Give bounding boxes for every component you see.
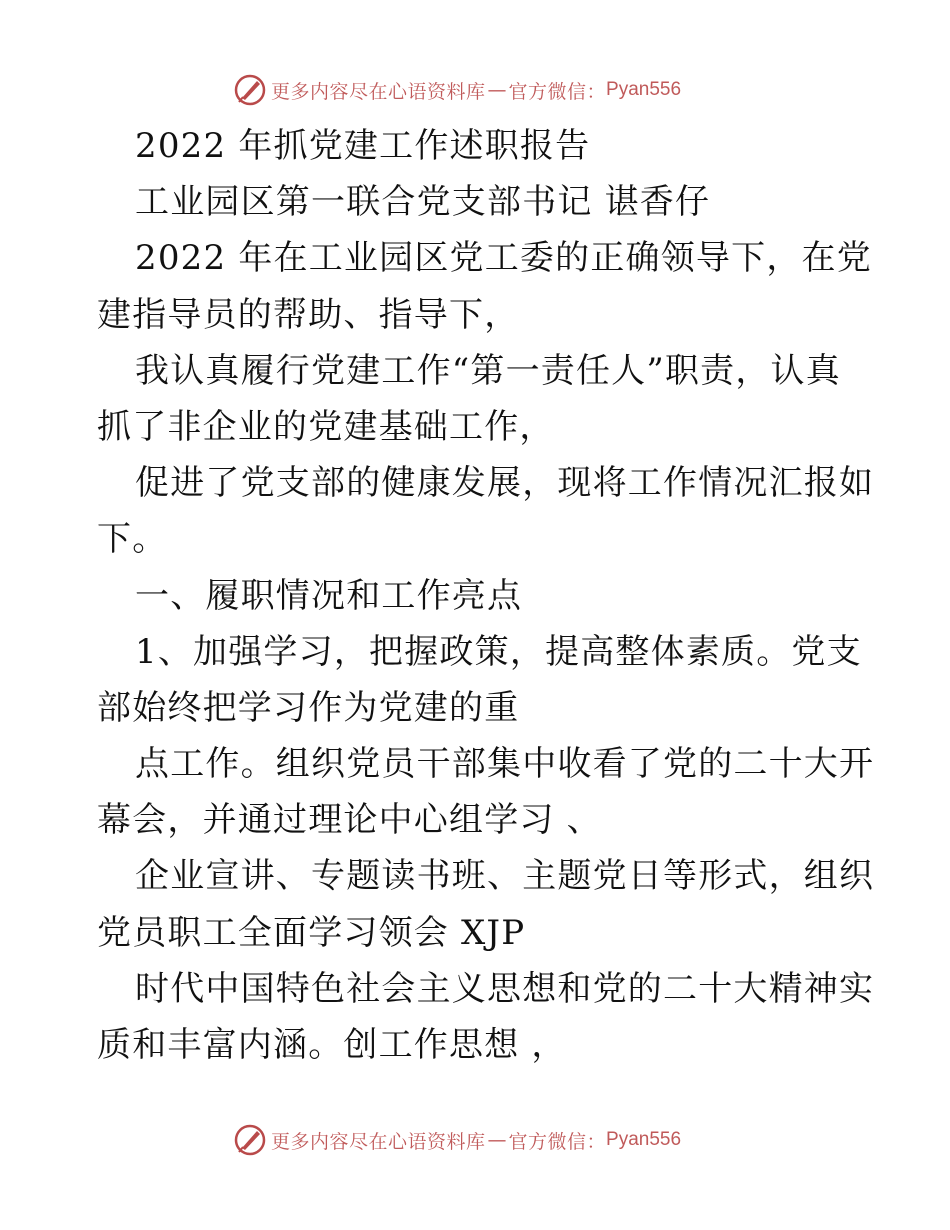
- paragraph-line: 党员职工全面学习领会 XJP: [97, 912, 526, 953]
- paragraph-line: 时代中国特色社会主义思想和党的二十大精神实: [135, 968, 875, 1009]
- paragraph-line: 建指导员的帮助、指导下，: [97, 294, 520, 335]
- paragraph-line: 质和丰富内涵。创工作思想 ，: [97, 1025, 567, 1065]
- paragraph-line: 促进了党支部的健康发展，现将工作情况汇报如: [135, 463, 875, 504]
- paragraph-line: 点工作。组织党员干部集中收看了党的二十大开: [135, 744, 875, 785]
- document-body: [97, 118, 875, 1073]
- paragraph-line: 部始终把学习作为党建的重: [97, 687, 520, 728]
- watermark-dash: —: [487, 79, 507, 101]
- quill-logo-icon: [233, 1123, 267, 1157]
- watermark-suffix: 官方微信：: [508, 80, 607, 103]
- paragraph-line: 我认真履行党建工作“第一责任人”职责，认真: [135, 350, 841, 391]
- paragraph-line: 下。: [97, 519, 168, 560]
- section-heading: 一、履职情况和工作亮点: [135, 575, 523, 616]
- watermark-dash: —: [487, 1129, 507, 1151]
- watermark-text: 更多内容尽在心语资料库: [271, 80, 486, 103]
- document-title: 2022 年抓党建工作述职报告: [135, 126, 591, 166]
- paragraph-line: 企业宣讲、专题读书班、主题党日等形式，组织: [135, 856, 875, 897]
- watermark-suffix: 官方微信：: [508, 1130, 607, 1153]
- watermark-id: Pyan556: [606, 1129, 682, 1150]
- paragraph-line: 幕会，并通过理论中心组学习 、: [97, 800, 602, 841]
- paragraph-line: 抓了非企业的党建基础工作，: [97, 406, 555, 447]
- watermark-id: Pyan556: [606, 79, 682, 100]
- watermark-footer: [233, 1122, 681, 1158]
- quill-logo-icon: [233, 73, 267, 107]
- paragraph-line: 1、加强学习，把握政策，提高整体素质。党支: [135, 631, 862, 672]
- document-author: 工业园区第一联合党支部书记 谌香仔: [135, 182, 711, 223]
- watermark-header: [233, 72, 681, 108]
- watermark-text: 更多内容尽在心语资料库: [271, 1130, 486, 1153]
- paragraph-line: 2022 年在工业园区党工委的正确领导下，在党: [135, 238, 872, 279]
